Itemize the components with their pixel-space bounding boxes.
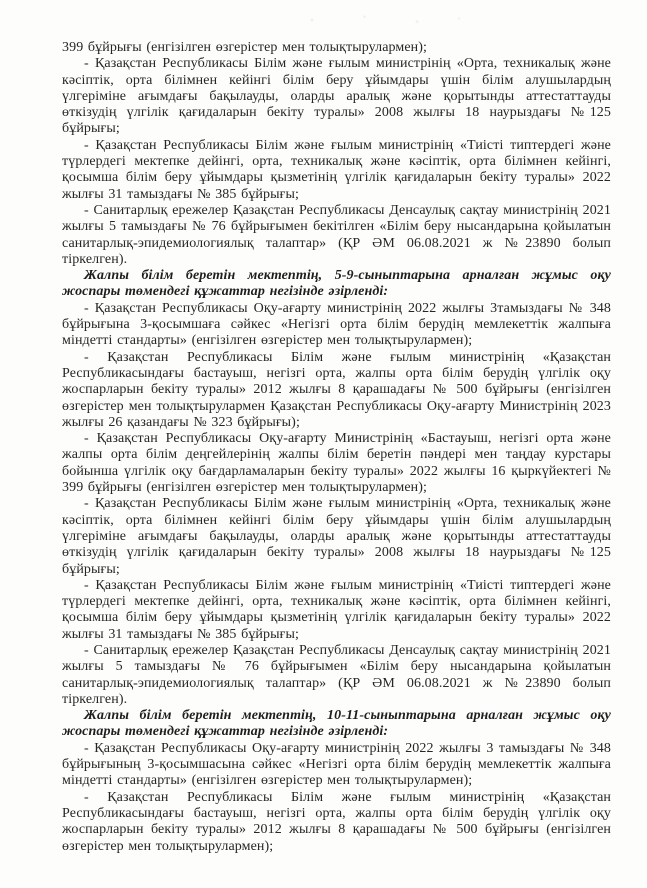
order-list-item: - Қазақстан Республикасы Білім және ғылым министрінің «Қазақстан Республикасындағы бастауыш, негізгі орта, жалпы орта білім берудің үлгілік оқу жоспарларын бекіту туралы» 2012 жылғы 8 қарашадағы № 500 бұйрығы (енгізілген өзгерістер мен толықтырулармен Қазақстан Республикасы Оқу-ағарту Министрінің 2023 жылғы 26 қазандағы № 323 бұйрығы);: [62, 349, 611, 430]
scan-smudge: [270, 12, 480, 28]
order-list-item: - Қазақстан Республикасы Білім және ғылым министрінің «Тиісті типтердегі және түрлердегі мектепке дейінгі, орта, техникалық және кәсіптік, орта білімнен кейінгі, қосымша білім беру ұйымдары қызметінің үлгілік қағидаларын бекіту туралы» 2022 жылғы 31 тамыздағы № 385 бұйрығы;: [62, 137, 611, 202]
section-heading-grades-5-9: Жалпы білім беретін мектептің, 5-9-сыныптарына арналған жұмыс оқу жоспары төмендегі құжаттар негізінде әзірленді:: [62, 268, 611, 300]
order-list-item: - Қазақстан Республикасы Білім және ғылым министрінің «Орта, техникалық және кәсіптік, орта білімнен кейінгі білім беру ұйымдары үшін білім алушылардың үлгеріміне ағымдағы бақылауды, оларды аралық және қорытынды аттестаттауды өткізудің үлгілік қағидаларын бекіту туралы» 2008 жылғы 18 наурыздағы №125 бұйрығы;: [62, 496, 611, 577]
order-list-item: - Санитарлық ережелер Қазақстан Республикасы Денсаулық сақтау министрінің 2021 жылғы 5 тамыздағы № 76 бұйрығымен «Білім беру нысандарына қойылатын санитарлық-эпидемиологиялық талаптар» (ҚР ӘМ 06.08.2021 ж №23890 болып тіркелген).: [62, 642, 611, 707]
order-list-item: - Қазақстан Республикасы Білім және ғылым министрінің «Қазақстан Республикасындағы бастауыш, негізгі орта, жалпы орта білім берудің үлгілік оқу жоспарларын бекіту туралы» 2012 жылғы 8 қарашадағы № 500 бұйрығы (енгізілген өзгерістер мен толықтырулармен);: [62, 789, 611, 854]
document-body: [62, 40, 611, 855]
order-list-item: - Қазақстан Республикасы Оқу-ағарту министрінің 2022 жылғы 3 тамыздағы № 348 бұйрығының 3-қосымшасына сәйкес «Негізгі орта білім берудің мемлекеттік жалпыға міндетті стандарты» (енгізілген өзгерістер мен толықтырулармен);: [62, 740, 611, 789]
order-list-item: - Қазақстан Республикасы Оқу-ағарту Министрінің «Бастауыш, негізгі орта және жалпы орта білім деңгейлерінің жалпы білім беретін пәндері мен таңдау курстары бойынша үлгілік оқу бағдарламаларын бекіту туралы» 2022 жылғы 16 қыркүйектегі № 399 бұйрығы (енгізілген өзгерістер мен толықтырулармен);: [62, 431, 611, 496]
paragraph-continuation: 399 бұйрығы (енгізілген өзгерістер мен толықтырулармен);: [62, 40, 428, 55]
order-list-item: - Қазақстан Республикасы Оқу-ағарту министрінің 2022 жылғы 3тамыздағы № 348 бұйрығына 3-қосымшаға сәйкес «Негізгі орта білім берудің мемлекеттік жалпыға міндетті стандарты» (енгізілген өзгерістер мен толықтырулармен);: [62, 300, 611, 349]
section-heading-grades-10-11: Жалпы білім беретін мектептің, 10-11-сыныптарына арналған жұмыс оқу жоспары төмендегі құжаттар негізінде әзірленді:: [62, 708, 611, 740]
order-list-item: - Санитарлық ережелер Қазақстан Республикасы Денсаулық сақтау министрінің 2021 жылғы 5 тамыздағы № 76 бұйрығымен бекітілген «Білім беру нысандарына қойылатын санитарлық-эпидемиологиялық талаптар» (ҚР ӘМ 06.08.2021 ж №23890 болып тіркелген).: [62, 202, 611, 267]
order-list-item: - Қазақстан Республикасы Білім және ғылым министрінің «Орта, техникалық және кәсіптік, орта білімнен кейінгі білім беру ұйымдары үшін білім алушылардың үлгеріміне ағымдағы бақылауды, оларды аралық және қорытынды аттестаттауды өткізудің үлгілік қағидаларын бекіту туралы» 2008 жылғы 18 наурыздағы №125 бұйрығы;: [62, 56, 611, 137]
order-list-item: - Қазақстан Республикасы Білім және ғылым министрінің «Тиісті типтердегі және түрлердегі мектепке дейінгі, орта, техникалық және кәсіптік, орта білімнен кейінгі, қосымша білім беру ұйымдары қызметінің үлгілік қағидаларын бекіту туралы» 2022 жылғы 31 тамыздағы № 385 бұйрығы;: [62, 577, 611, 642]
